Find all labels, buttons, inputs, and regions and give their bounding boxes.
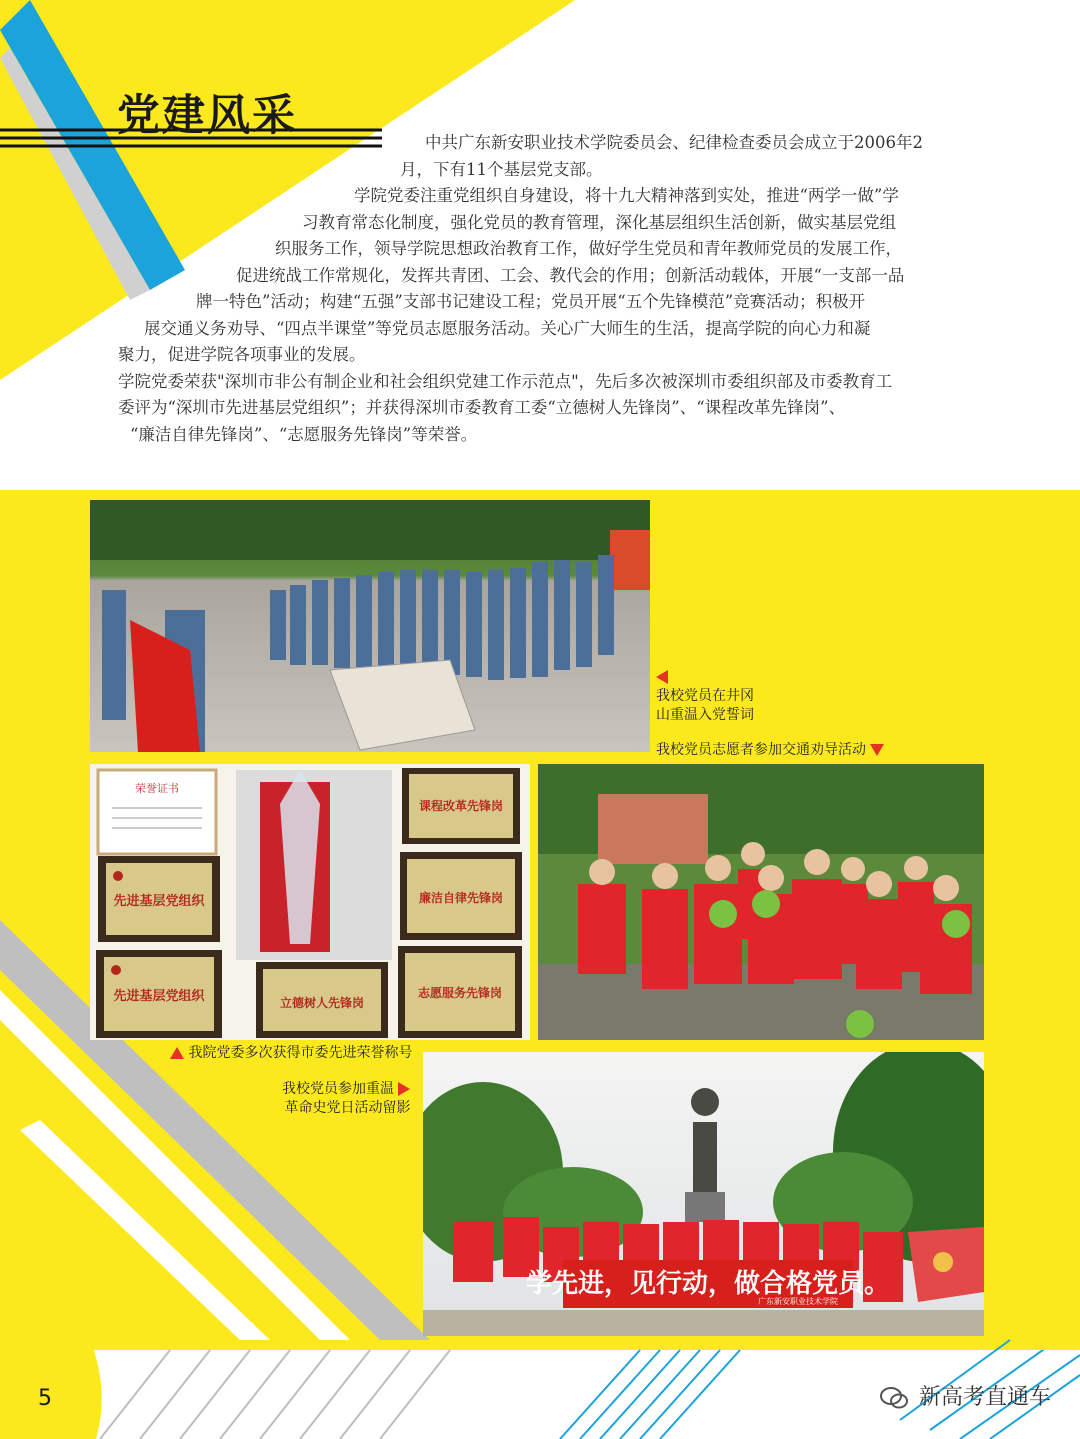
page-number: 5 <box>38 1386 52 1411</box>
intro-line: 中共广东新安职业技术学院委员会、纪律检查委员会成立于2006年2 <box>425 133 923 152</box>
caption-line: 山重温入党誓词 <box>656 707 754 723</box>
caption-revolution <box>282 1080 410 1118</box>
intro-line: 促进统战工作常规化，发挥共青团、工会、教代会的作用；创新活动载体，开展“一支部一品 <box>236 266 905 285</box>
caption-traffic <box>656 741 884 760</box>
svg-text:课程改革先锋岗: 课程改革先锋岗 <box>418 799 504 813</box>
certificate-title: 荣誉证书 <box>135 782 179 795</box>
caption-line: 我院党委多次获得市委先进荣誉称号 <box>188 1045 413 1061</box>
caption-line: 我校党员参加重温 <box>282 1081 394 1097</box>
caption-line: 革命史党日活动留影 <box>284 1100 411 1116</box>
photo-revolution-history <box>423 1052 984 1336</box>
caption-jinggangshan <box>656 668 754 725</box>
intro-line: “廉洁自律先锋岗”、“志愿服务先锋岗”等荣誉。 <box>130 425 478 444</box>
page-title: 党建风采 <box>117 91 297 141</box>
caption-line: 我校党员在井冈 <box>656 688 754 704</box>
intro-line: 委评为“深圳市先进基层党组织”；并获得深圳市委教育工委“立德树人先锋岗”、“课程改革先锋岗”、 <box>118 398 846 417</box>
photo-traffic-volunteers <box>538 764 984 1040</box>
intro-line: 展交通义务劝导、“四点半课堂”等党员志愿服务活动。关心广大师生的生活，提高学院的向心力和凝 <box>144 319 871 338</box>
intro-line: 习教育常态化制度，强化党员的教育管理，深化基层组织生活创新，做实基层党组 <box>302 213 896 232</box>
intro-line: 学院党委注重党组织自身建设，将十九大精神落到实处，推进“两学一做”学 <box>354 186 899 205</box>
caption-line: 我校党员志愿者参加交通劝导活动 <box>656 742 866 758</box>
pointer-down-icon <box>870 744 884 756</box>
watermark-text: 新高考直通车 <box>919 1385 1052 1410</box>
pointer-up-icon <box>170 1047 184 1059</box>
photo-jinggangshan-oath <box>90 500 650 752</box>
svg-text:立德树人先锋岗: 立德树人先锋岗 <box>279 996 365 1010</box>
pointer-right-icon <box>398 1082 410 1096</box>
intro-line: 月，下有11个基层党支部。 <box>400 160 603 179</box>
watermark <box>880 1380 1051 1411</box>
intro-line: 学院党委荣获"深圳市非公有制企业和社会组织党建工作示范点"，先后多次被深圳市委组织部及市委教育工 <box>118 372 893 391</box>
svg-text:廉洁自律先锋岗: 廉洁自律先锋岗 <box>418 891 504 905</box>
photo-honors-collage <box>90 764 530 1040</box>
caption-honors <box>170 1044 412 1063</box>
svg-text:志愿服务先锋岗: 志愿服务先锋岗 <box>417 986 503 1000</box>
wechat-icon <box>880 1387 908 1409</box>
svg-text:先进基层党组织: 先进基层党组织 <box>113 894 205 909</box>
banner-slogan: 学先进，见行动，做合格党员。 <box>525 1269 891 1299</box>
intro-line: 牌一特色”活动；构建“五强”支部书记建设工程；党员开展“五个先锋模范”竞赛活动；积极开 <box>196 292 866 311</box>
intro-line: 织服务工作，领导学院思想政治教育工作，做好学生党员和青年教师党员的发展工作， <box>275 239 902 258</box>
intro-line: 聚力，促进学院各项事业的发展。 <box>118 345 366 364</box>
banner-school: 广东新安职业技术学院 <box>758 1297 838 1306</box>
svg-text:先进基层党组织: 先进基层党组织 <box>113 989 205 1004</box>
pointer-left-icon <box>656 670 668 684</box>
